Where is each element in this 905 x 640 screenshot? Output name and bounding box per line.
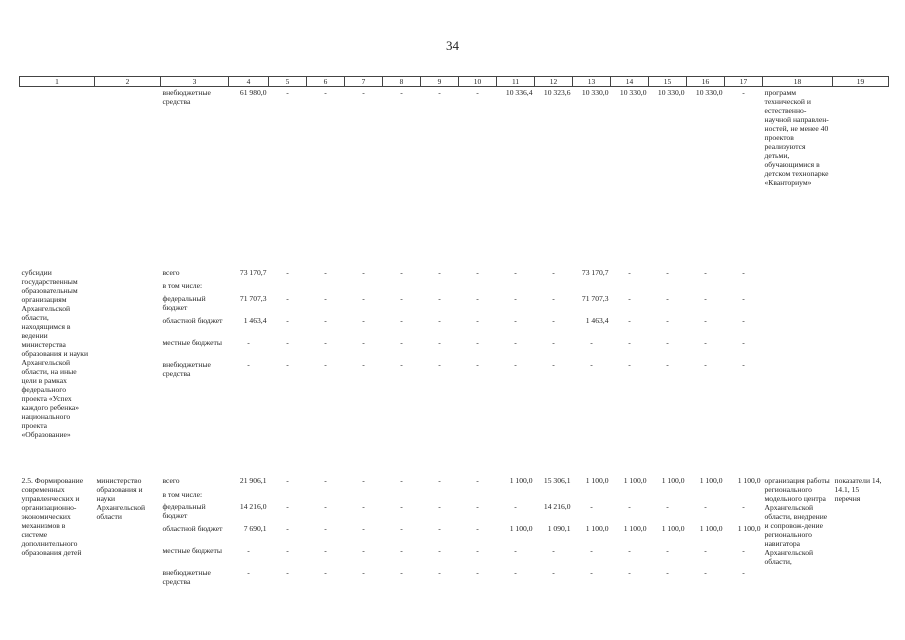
table-cell-col11: -	[514, 293, 517, 303]
table-cell-col13	[573, 489, 611, 501]
table-cell-col1	[20, 87, 95, 247]
table-cell-col10: -	[476, 545, 479, 555]
spacer-cell	[20, 463, 889, 475]
table-cell-col7: -	[362, 337, 365, 347]
header-cell: 14	[611, 77, 649, 87]
table-cell-col10: -	[476, 267, 479, 277]
table-cell-col15: 1 100,0	[661, 523, 685, 533]
table-cell-col3: местные бюджеты	[162, 545, 222, 555]
table-cell-col12: 15 306,1	[543, 475, 571, 485]
table-cell-col8: -	[400, 475, 403, 485]
table-cell-col14: -	[628, 267, 631, 277]
table-cell-col12: -	[552, 567, 555, 577]
table-cell-col10: -	[476, 359, 479, 369]
table-cell-col12	[535, 489, 573, 501]
table-cell-col9: -	[438, 545, 441, 555]
table-cell-col15: -	[666, 337, 669, 347]
table-cell-col8: -	[400, 88, 403, 97]
table-cell-col17: -	[742, 315, 745, 325]
table-cell-col13: 1 100,0	[585, 475, 609, 485]
table-cell-col16: -	[704, 337, 707, 347]
table-cell-col11: -	[514, 501, 517, 511]
table-cell-col3: федеральный бюджет	[162, 501, 206, 520]
table-cell-col7: -	[362, 267, 365, 277]
table-cell-col13: -	[590, 359, 593, 369]
table-cell-col1: субсидии государственным образовательным организациям Архангельской области, находящимся в ведении министерства образования и науки Архангельской области, на иные цели в рамках федерального проекта «Успех каждого ребенка» национального проекта «Образование»	[21, 267, 89, 439]
table-cell-col7: -	[362, 501, 365, 511]
table-cell-col3: федеральный бюджет	[162, 293, 206, 312]
table-cell-col3: местные бюджеты	[162, 337, 222, 347]
table-cell-col10: -	[476, 523, 479, 533]
header-cell: 11	[497, 77, 535, 87]
table-cell-col12: 1 090,1	[547, 523, 571, 533]
table-cell-col14: -	[628, 359, 631, 369]
table-cell-col16: -	[704, 545, 707, 555]
table-cell-col17: -	[742, 293, 745, 303]
table-cell-col6	[307, 489, 345, 501]
table-cell-col5: -	[286, 293, 289, 303]
table-cell-col4: 73 170,7	[239, 267, 267, 277]
table-cell-col15: 1 100,0	[661, 475, 685, 485]
table-cell-col15: -	[666, 501, 669, 511]
budget-table	[19, 76, 889, 589]
table-cell-col12: -	[552, 315, 555, 325]
header-cell: 8	[383, 77, 421, 87]
table-cell-col6: -	[324, 337, 327, 347]
table-cell-col5	[269, 489, 307, 501]
table-cell-col7: -	[362, 475, 365, 485]
table-cell-col17: -	[742, 337, 745, 347]
header-cell: 1	[20, 77, 95, 87]
table-cell-col5	[269, 280, 307, 293]
table-cell-col11: -	[514, 267, 517, 277]
table-cell-col16: 10 330,0	[695, 88, 723, 97]
table-cell-col18: организация работы регионального модельного центра Архангельской области, внедрение и сопровож-дение регионального навигатора Архангельской области,	[764, 475, 830, 566]
table-cell-col3: в том числе:	[162, 280, 203, 290]
table-cell-col9: -	[438, 88, 441, 97]
table-cell-col8	[383, 489, 421, 501]
table-cell-col16	[687, 489, 725, 501]
table-cell-col9: -	[438, 567, 441, 577]
table-cell-col11: -	[514, 359, 517, 369]
table-cell-col9: -	[438, 501, 441, 511]
table-cell-col19	[833, 87, 889, 247]
header-cell: 6	[307, 77, 345, 87]
header-cell: 2	[95, 77, 161, 87]
table-cell-col13: 73 170,7	[581, 267, 609, 277]
table-cell-col5: -	[286, 267, 289, 277]
table-cell-col15: -	[666, 359, 669, 369]
table-cell-col4: 21 906,1	[239, 475, 267, 485]
table-cell-col16: 1 100,0	[699, 523, 723, 533]
table-cell-col14: 1 100,0	[623, 523, 647, 533]
table-row	[20, 475, 889, 489]
table-cell-col4: -	[247, 359, 250, 369]
table-cell-col10: -	[476, 475, 479, 485]
table-cell-col12: 10 323,6	[543, 88, 571, 97]
table-cell-col15: -	[666, 545, 669, 555]
table-cell-col16: -	[704, 315, 707, 325]
table-cell-col10: -	[476, 315, 479, 325]
table-cell-col8: -	[400, 315, 403, 325]
table-cell-col15: -	[666, 315, 669, 325]
table-cell-col6: -	[324, 567, 327, 577]
table-cell-col5: -	[286, 501, 289, 511]
table-cell-col9: -	[438, 359, 441, 369]
table-cell-col7: -	[362, 293, 365, 303]
header-cell: 19	[833, 77, 889, 87]
table-cell-col15: 10 330,0	[657, 88, 685, 97]
table-cell-col6: -	[324, 523, 327, 533]
table-cell-col16: -	[704, 359, 707, 369]
table-cell-col5: -	[286, 567, 289, 577]
header-cell: 18	[763, 77, 833, 87]
table-cell-col5: -	[286, 475, 289, 485]
table-cell-col10	[459, 280, 497, 293]
table-cell-col7	[345, 280, 383, 293]
table-cell-col5: -	[286, 523, 289, 533]
table-cell-col18: программ технической и естественно-научной направлен-ностей, не менее 40 проектов реализуются детьми, обучающимися в детском технопарке «Кванториум»	[764, 88, 829, 187]
table-cell-col3: областной бюджет	[162, 523, 223, 533]
table-cell-col4: -	[247, 545, 250, 555]
table-cell-col15	[649, 489, 687, 501]
table-cell-col13: -	[590, 337, 593, 347]
table-cell-col11: 10 336,4	[505, 88, 533, 97]
table-cell-col10: -	[476, 88, 479, 97]
table-cell-col5: -	[286, 315, 289, 325]
table-cell-col6: -	[324, 475, 327, 485]
table-cell-col12: -	[552, 337, 555, 347]
table-cell-col9: -	[438, 523, 441, 533]
table-cell-col12	[535, 280, 573, 293]
header-cell: 3	[161, 77, 229, 87]
table-cell-col11: -	[514, 337, 517, 347]
table-cell-col8: -	[400, 359, 403, 369]
table-cell-col4: -	[247, 567, 250, 577]
table-cell-col4: 71 707,3	[239, 293, 267, 303]
table-cell-col11	[497, 489, 535, 501]
table-cell-col16: -	[704, 293, 707, 303]
table-cell-col7: -	[362, 523, 365, 533]
table-cell-col7: -	[362, 567, 365, 577]
table-cell-col13: 1 463,4	[585, 315, 609, 325]
table-cell-col8: -	[400, 501, 403, 511]
table-cell-col7: -	[362, 88, 365, 97]
table-cell-col8	[383, 280, 421, 293]
table-cell-col6: -	[324, 501, 327, 511]
table-cell-col3: внебюджетные средства	[162, 567, 211, 586]
table-cell-col9	[421, 489, 459, 501]
header-cell: 9	[421, 77, 459, 87]
table-cell-col14	[611, 280, 649, 293]
table-cell-col7: -	[362, 545, 365, 555]
table-cell-col17: 1 100,0	[737, 523, 761, 533]
table-cell-col14: -	[628, 293, 631, 303]
table-cell-col13: -	[590, 501, 593, 511]
table-cell-col10: -	[476, 293, 479, 303]
header-row	[20, 77, 889, 87]
table-cell-col3: всего	[162, 475, 180, 485]
page-number: 34	[446, 38, 459, 53]
table-cell-col8: -	[400, 567, 403, 577]
table-cell-col9: -	[438, 475, 441, 485]
table-cell-col4	[229, 280, 269, 293]
table-cell-col12: -	[552, 267, 555, 277]
table-cell-col17: -	[742, 567, 745, 577]
table-cell-col16: 1 100,0	[699, 475, 723, 485]
table-cell-col8: -	[400, 523, 403, 533]
table-cell-col6: -	[324, 267, 327, 277]
table-cell-col3: всего	[162, 267, 180, 277]
table-cell-col6: -	[324, 315, 327, 325]
header-cell: 10	[459, 77, 497, 87]
table-cell-col9	[421, 280, 459, 293]
table-cell-col10	[459, 489, 497, 501]
table-cell-col15: -	[666, 293, 669, 303]
table-cell-col14: 1 100,0	[623, 475, 647, 485]
table-cell-col17: -	[742, 88, 745, 97]
table-cell-col11: -	[514, 315, 517, 325]
table-cell-col3: внебюджетные средства	[162, 88, 211, 106]
table-cell-col13: -	[590, 567, 593, 577]
table-cell-col7	[345, 489, 383, 501]
table-cell-col4: 61 980,0	[239, 88, 267, 97]
table-cell-col8: -	[400, 293, 403, 303]
table-cell-col10: -	[476, 501, 479, 511]
table-cell-col4: 14 216,0	[239, 501, 267, 511]
table-cell-col6: -	[324, 359, 327, 369]
table-cell-col2	[95, 87, 161, 247]
table-cell-col11: 1 100,0	[509, 475, 533, 485]
header-cell: 4	[229, 77, 269, 87]
table-cell-col17: 1 100,0	[737, 475, 761, 485]
table-cell-col12: -	[552, 293, 555, 303]
table-cell-col5: -	[286, 359, 289, 369]
table-cell-col3: внебюджетные средства	[162, 359, 211, 378]
table-cell-col17	[725, 280, 763, 293]
table-cell-col3: в том числе:	[162, 489, 203, 499]
table-cell-col4: 1 463,4	[243, 315, 267, 325]
table-cell-col15: -	[666, 567, 669, 577]
table-cell-col14: -	[628, 545, 631, 555]
table-cell-col13: -	[590, 545, 593, 555]
table-cell-col15: -	[666, 267, 669, 277]
table-cell-col14: -	[628, 501, 631, 511]
table-cell-col8: -	[400, 545, 403, 555]
table-cell-col2: министерство образования и науки Архангельской области	[96, 475, 146, 521]
table-cell-col9: -	[438, 337, 441, 347]
table-cell-col12: -	[552, 359, 555, 369]
table-cell-col16	[687, 280, 725, 293]
table-cell-col5: -	[286, 337, 289, 347]
header-cell: 5	[269, 77, 307, 87]
table-cell-col4: -	[247, 337, 250, 347]
spacer-row	[20, 247, 889, 267]
table-cell-col1: 2.5. Формирование современных управленческих и организационно-экономических механизмов в системе дополнительного образования детей	[21, 475, 84, 557]
table-row	[20, 267, 889, 280]
table-cell-col7: -	[362, 315, 365, 325]
table-cell-col7: -	[362, 359, 365, 369]
table-cell-col6	[307, 280, 345, 293]
table-cell-col18	[763, 267, 833, 463]
table-cell-col14: -	[628, 337, 631, 347]
header-cell: 15	[649, 77, 687, 87]
table-cell-col12: 14 216,0	[543, 501, 571, 511]
table-cell-col5: -	[286, 545, 289, 555]
header-cell: 7	[345, 77, 383, 87]
table-cell-col17: -	[742, 267, 745, 277]
table-cell-col4: 7 690,1	[243, 523, 267, 533]
table-row	[20, 87, 889, 247]
table-cell-col19	[833, 267, 889, 463]
table-cell-col8: -	[400, 337, 403, 347]
table-cell-col3: областной бюджет	[162, 315, 223, 325]
spacer-row	[20, 463, 889, 475]
table-cell-col11: -	[514, 545, 517, 555]
table-cell-col17: -	[742, 359, 745, 369]
table-cell-col13: 1 100,0	[585, 523, 609, 533]
table-cell-col11: -	[514, 567, 517, 577]
table-cell-col11	[497, 280, 535, 293]
table-cell-col16: -	[704, 501, 707, 511]
header-cell: 17	[725, 77, 763, 87]
table-cell-col17: -	[742, 545, 745, 555]
table-cell-col4	[229, 489, 269, 501]
table-cell-col6: -	[324, 545, 327, 555]
table-cell-col10: -	[476, 567, 479, 577]
header-cell: 12	[535, 77, 573, 87]
table-cell-col13: 10 330,0	[581, 88, 609, 97]
table-cell-col13	[573, 280, 611, 293]
table-cell-col16: -	[704, 567, 707, 577]
header-cell: 13	[573, 77, 611, 87]
table-cell-col19: показатели 14, 14.1, 15 перечня	[834, 475, 882, 503]
header-cell: 16	[687, 77, 725, 87]
table-cell-col14	[611, 489, 649, 501]
table-cell-col14: -	[628, 315, 631, 325]
table-cell-col8: -	[400, 267, 403, 277]
table-cell-col9: -	[438, 315, 441, 325]
table-cell-col6: -	[324, 88, 327, 97]
table-cell-col14: 10 330,0	[619, 88, 647, 97]
table-cell-col9: -	[438, 293, 441, 303]
table-cell-col6: -	[324, 293, 327, 303]
table-cell-col12: -	[552, 545, 555, 555]
table-cell-col10: -	[476, 337, 479, 347]
table-cell-col15	[649, 280, 687, 293]
table-cell-col13: 71 707,3	[581, 293, 609, 303]
table-cell-col9: -	[438, 267, 441, 277]
table-cell-col5: -	[286, 88, 289, 97]
table-cell-col2	[95, 267, 161, 463]
table-cell-col11: 1 100,0	[509, 523, 533, 533]
table-cell-col14: -	[628, 567, 631, 577]
table-cell-col17: -	[742, 501, 745, 511]
spacer-cell	[20, 247, 889, 267]
table-cell-col17	[725, 489, 763, 501]
table-cell-col16: -	[704, 267, 707, 277]
